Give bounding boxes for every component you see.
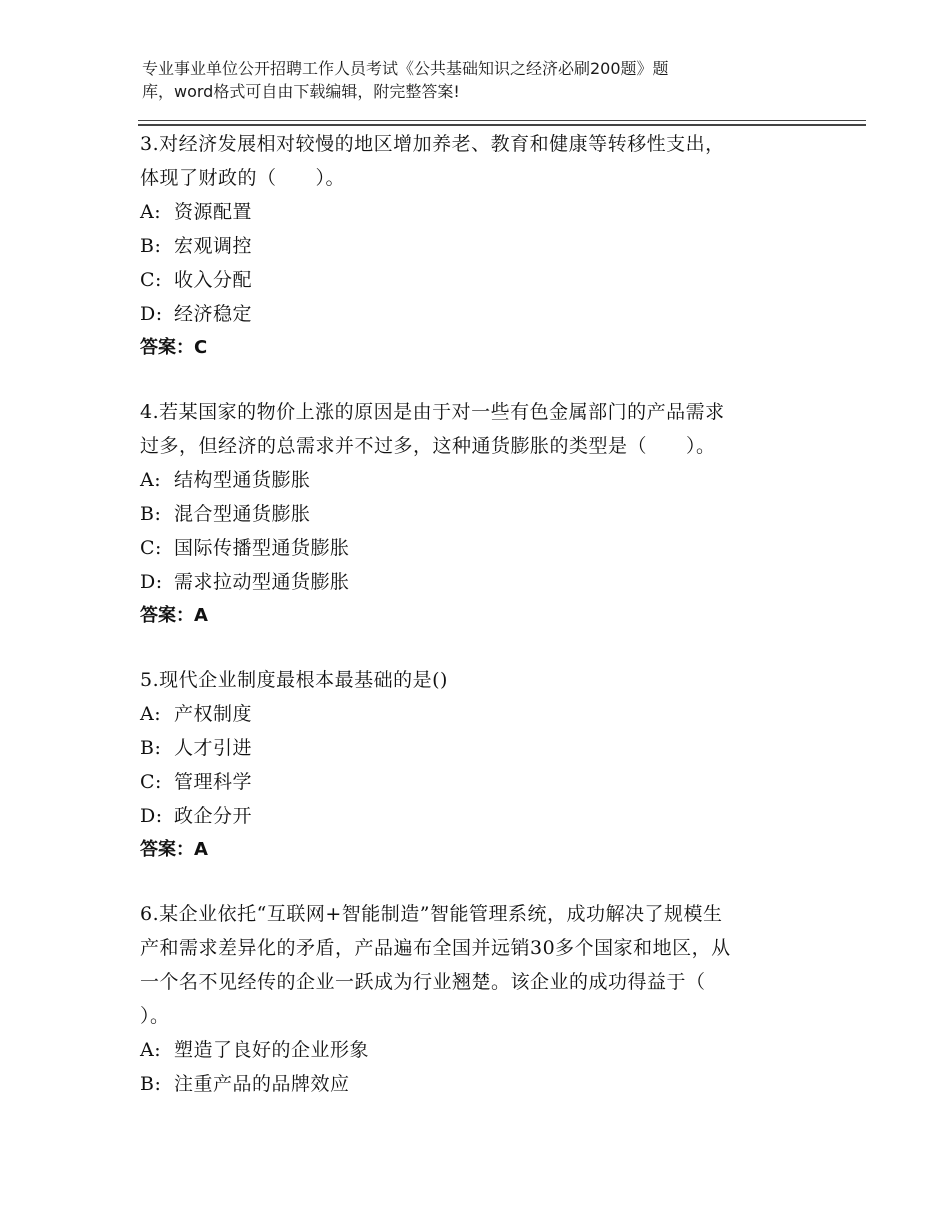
option-text: 宏观调控 [174,235,253,257]
question-text-line: 3.对经济发展相对较慢的地区增加养老、教育和健康等转移性支出， [140,133,725,155]
option-text: 经济稳定 [174,303,253,325]
option-text: 资源配置 [174,201,253,223]
option-text: 需求拉动型通货膨胀 [174,571,350,593]
option-text: 产权制度 [174,703,253,725]
question-5 [140,663,820,867]
option-c [140,531,820,565]
question-3 [140,127,820,365]
option-text: 政企分开 [174,805,253,827]
question-6 [140,897,820,1101]
option-text: 混合型通货膨胀 [174,503,311,525]
question-text-line: ）。 [140,1005,170,1027]
answer-label: 答案：A [140,605,208,626]
option-text: 结构型通货膨胀 [174,469,311,491]
question-text-line: 5.现代企业制度最根本最基础的是() [140,669,448,691]
question-list [140,127,820,1131]
question-text-line: 体现了财政的（ ）。 [140,167,346,189]
option-key: B: [140,1073,162,1095]
option-text: 注重产品的品牌效应 [174,1073,350,1095]
option-key: C: [140,537,162,559]
header-divider [138,120,866,121]
option-d [140,565,820,599]
option-key: B: [140,235,162,257]
option-key: B: [140,737,162,759]
option-key: D: [140,571,163,593]
option-key: B: [140,503,162,525]
option-text: 收入分配 [174,269,253,291]
header-divider-thick [138,124,866,126]
option-d [140,297,820,331]
option-key: A: [140,201,162,223]
option-a [140,697,820,731]
option-text: 管理科学 [174,771,253,793]
option-a [140,195,820,229]
option-b [140,497,820,531]
question-text-line: 产和需求差异化的矛盾，产品遍布全国并远销30多个国家和地区，从 [140,937,731,959]
option-b [140,731,820,765]
question-text-line: 6.某企业依托“互联网+智能制造”智能管理系统，成功解决了规模生 [140,903,723,925]
option-text: 人才引进 [174,737,253,759]
question-text-line: 一个名不见经传的企业一跃成为行业翘楚。该企业的成功得益于（ [140,971,706,993]
option-a [140,1033,820,1067]
option-text: 国际传播型通货膨胀 [174,537,350,559]
option-key: D: [140,303,163,325]
option-key: A: [140,1039,162,1061]
option-b [140,229,820,263]
option-key: C: [140,269,162,291]
question-text-line: 过多，但经济的总需求并不过多，这种通货膨胀的类型是（ ）。 [140,435,716,457]
header-line-1: 专业事业单位公开招聘工作人员考试《公共基础知识之经济必刷200题》题 [142,59,669,78]
option-key: C: [140,771,162,793]
option-c [140,263,820,297]
question-4 [140,395,820,633]
option-text: 塑造了良好的企业形象 [174,1039,370,1061]
option-key: A: [140,469,162,491]
header-line-2: 库，word格式可自由下载编辑，附完整答案! [142,82,460,101]
option-d [140,799,820,833]
option-a [140,463,820,497]
option-b [140,1067,820,1101]
question-text-line: 4.若某国家的物价上涨的原因是由于对一些有色金属部门的产品需求 [140,401,725,423]
option-c [140,765,820,799]
option-key: D: [140,805,163,827]
document-header [142,57,782,103]
answer-label: 答案：A [140,839,208,860]
answer-label: 答案：C [140,337,208,358]
option-key: A: [140,703,162,725]
